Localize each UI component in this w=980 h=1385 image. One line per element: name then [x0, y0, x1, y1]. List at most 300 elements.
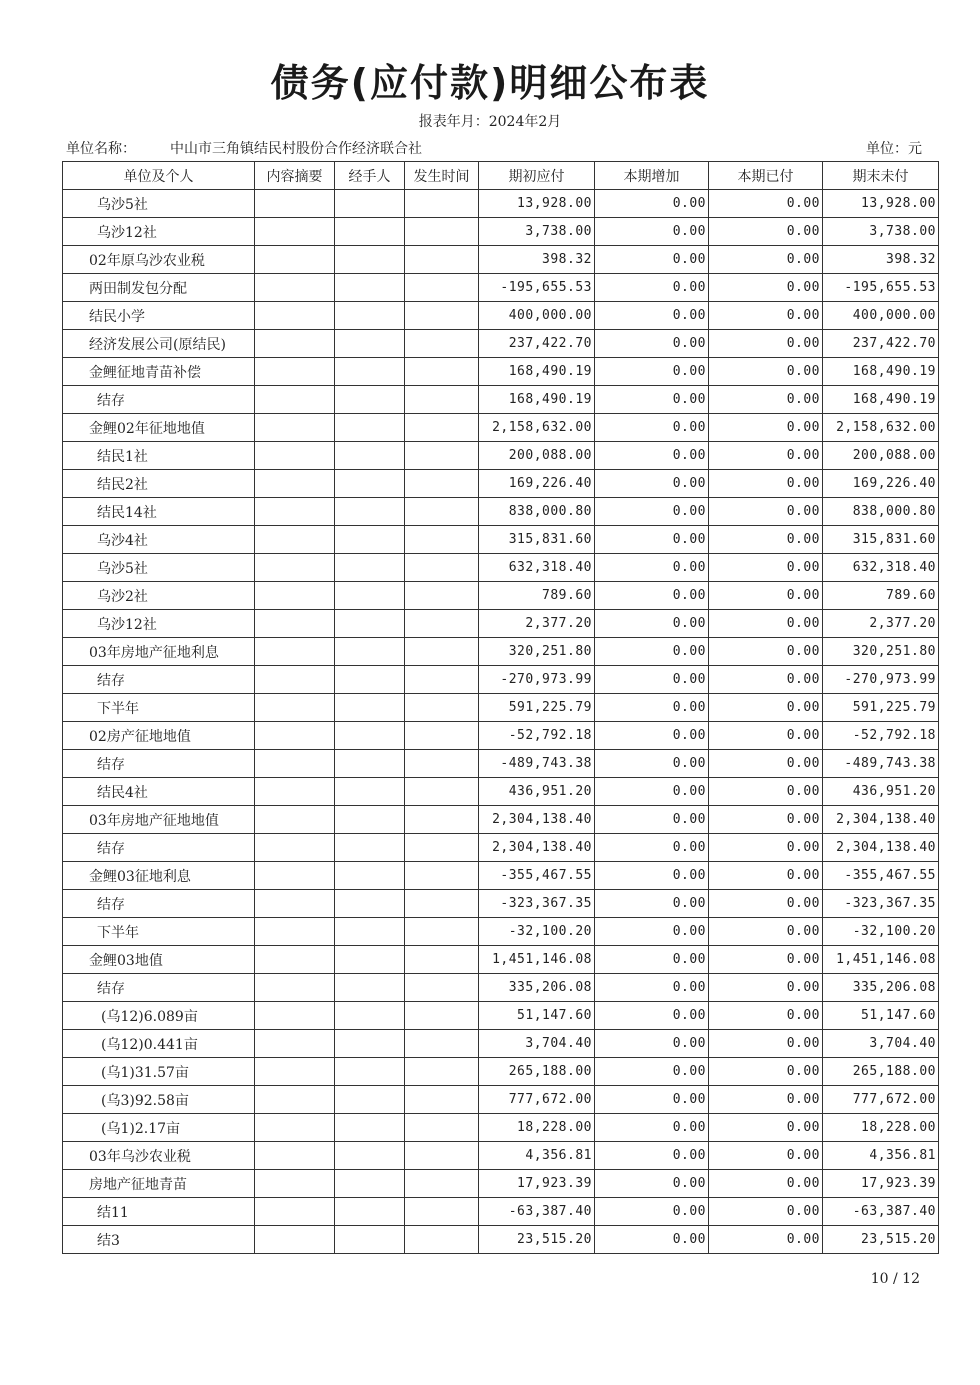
cell-handler [335, 386, 405, 414]
cell-period-increase: 0.00 [595, 1086, 709, 1114]
cell-summary [255, 834, 335, 862]
cell-opening-payable: 168,490.19 [479, 386, 595, 414]
cell-handler [335, 554, 405, 582]
cell-summary [255, 302, 335, 330]
cell-period-paid: 0.00 [709, 1086, 823, 1114]
cell-opening-payable: 169,226.40 [479, 470, 595, 498]
cell-handler [335, 1058, 405, 1086]
unit-name-value: 中山市三角镇结民村股份合作经济联合社 [170, 141, 422, 157]
cell-party: 两田制发包分配 [63, 274, 255, 302]
cell-date [405, 414, 479, 442]
cell-period-increase: 0.00 [595, 274, 709, 302]
cell-closing-unpaid: 1,451,146.08 [823, 946, 939, 974]
report-date: 报表年月：2024年2月 [418, 114, 562, 130]
cell-period-increase: 0.00 [595, 302, 709, 330]
cell-date [405, 302, 479, 330]
column-header: 经手人 [335, 162, 405, 190]
cell-party: 03年房地产征地地值 [63, 806, 255, 834]
cell-handler [335, 862, 405, 890]
cell-period-paid: 0.00 [709, 1142, 823, 1170]
cell-opening-payable: 400,000.00 [479, 302, 595, 330]
table-row [63, 1086, 939, 1114]
cell-party: 金鲤征地青苗补偿 [63, 358, 255, 386]
cell-summary [255, 1086, 335, 1114]
cell-closing-unpaid: 436,951.20 [823, 778, 939, 806]
cell-date [405, 386, 479, 414]
cell-party: 金鲤02年征地地值 [63, 414, 255, 442]
cell-opening-payable: 315,831.60 [479, 526, 595, 554]
cell-period-paid: 0.00 [709, 218, 823, 246]
cell-closing-unpaid: 632,318.40 [823, 554, 939, 582]
cell-date [405, 722, 479, 750]
cell-opening-payable: 1,451,146.08 [479, 946, 595, 974]
table-row [63, 862, 939, 890]
cell-summary [255, 1142, 335, 1170]
cell-period-increase: 0.00 [595, 498, 709, 526]
cell-opening-payable: 237,422.70 [479, 330, 595, 358]
cell-handler [335, 470, 405, 498]
cell-summary [255, 946, 335, 974]
cell-party: 03年乌沙农业税 [63, 1142, 255, 1170]
cell-handler [335, 834, 405, 862]
cell-period-paid: 0.00 [709, 274, 823, 302]
table-row [63, 1198, 939, 1226]
cell-closing-unpaid: -32,100.20 [823, 918, 939, 946]
cell-party: 结民小学 [63, 302, 255, 330]
cell-summary [255, 1226, 335, 1254]
cell-closing-unpaid: -323,367.35 [823, 890, 939, 918]
cell-handler [335, 806, 405, 834]
cell-opening-payable: 335,206.08 [479, 974, 595, 1002]
cell-date [405, 862, 479, 890]
cell-party: (乌12)0.441亩 [63, 1030, 255, 1058]
cell-date [405, 330, 479, 358]
cell-summary [255, 190, 335, 218]
cell-party: 结存 [63, 666, 255, 694]
cell-handler [335, 1030, 405, 1058]
table-row [63, 1170, 939, 1198]
cell-opening-payable: 632,318.40 [479, 554, 595, 582]
cell-date [405, 1058, 479, 1086]
cell-period-paid: 0.00 [709, 722, 823, 750]
cell-period-increase: 0.00 [595, 974, 709, 1002]
cell-period-increase: 0.00 [595, 1198, 709, 1226]
table-row [63, 806, 939, 834]
table-row [63, 974, 939, 1002]
cell-closing-unpaid: -195,655.53 [823, 274, 939, 302]
cell-handler [335, 638, 405, 666]
cell-period-increase: 0.00 [595, 806, 709, 834]
cell-party: 结民1社 [63, 442, 255, 470]
cell-summary [255, 246, 335, 274]
cell-opening-payable: -355,467.55 [479, 862, 595, 890]
cell-date [405, 750, 479, 778]
cell-period-paid: 0.00 [709, 330, 823, 358]
cell-period-increase: 0.00 [595, 386, 709, 414]
cell-date [405, 554, 479, 582]
cell-opening-payable: 2,158,632.00 [479, 414, 595, 442]
table-row [63, 526, 939, 554]
cell-party: 结3 [63, 1226, 255, 1254]
cell-closing-unpaid: 777,672.00 [823, 1086, 939, 1114]
cell-opening-payable: -195,655.53 [479, 274, 595, 302]
cell-period-increase: 0.00 [595, 442, 709, 470]
cell-period-increase: 0.00 [595, 358, 709, 386]
cell-period-increase: 0.00 [595, 834, 709, 862]
cell-closing-unpaid: 265,188.00 [823, 1058, 939, 1086]
cell-summary [255, 1058, 335, 1086]
cell-date [405, 442, 479, 470]
cell-summary [255, 470, 335, 498]
cell-period-paid: 0.00 [709, 386, 823, 414]
cell-period-paid: 0.00 [709, 890, 823, 918]
cell-period-increase: 0.00 [595, 722, 709, 750]
cell-period-paid: 0.00 [709, 1226, 823, 1254]
cell-period-paid: 0.00 [709, 442, 823, 470]
cell-summary [255, 526, 335, 554]
cell-opening-payable: 265,188.00 [479, 1058, 595, 1086]
cell-party: 结存 [63, 834, 255, 862]
cell-opening-payable: -63,387.40 [479, 1198, 595, 1226]
table-row [63, 582, 939, 610]
cell-party: 乌沙12社 [63, 610, 255, 638]
cell-date [405, 582, 479, 610]
table-row [63, 666, 939, 694]
cell-summary [255, 554, 335, 582]
table-row [63, 1142, 939, 1170]
cell-period-increase: 0.00 [595, 1170, 709, 1198]
cell-closing-unpaid: 398.32 [823, 246, 939, 274]
cell-summary [255, 1030, 335, 1058]
table-row [63, 470, 939, 498]
cell-summary [255, 610, 335, 638]
cell-party: 结存 [63, 974, 255, 1002]
unit-name [66, 138, 422, 158]
page-number: 10 / 12 [870, 1271, 920, 1287]
cell-period-paid: 0.00 [709, 750, 823, 778]
cell-period-paid: 0.00 [709, 946, 823, 974]
cell-closing-unpaid: 3,738.00 [823, 218, 939, 246]
cell-closing-unpaid: 168,490.19 [823, 358, 939, 386]
table-row [63, 638, 939, 666]
page-title: 债务(应付款)明细公布表 [270, 61, 710, 105]
cell-summary [255, 890, 335, 918]
cell-handler [335, 1170, 405, 1198]
cell-period-increase: 0.00 [595, 190, 709, 218]
cell-opening-payable: 13,928.00 [479, 190, 595, 218]
cell-handler [335, 694, 405, 722]
cell-period-paid: 0.00 [709, 1002, 823, 1030]
cell-handler [335, 274, 405, 302]
cell-handler [335, 1114, 405, 1142]
cell-handler [335, 330, 405, 358]
cell-date [405, 946, 479, 974]
cell-period-paid: 0.00 [709, 974, 823, 1002]
cell-handler [335, 582, 405, 610]
cell-opening-payable: 591,225.79 [479, 694, 595, 722]
cell-party: 金鲤03征地利息 [63, 862, 255, 890]
cell-opening-payable: 2,304,138.40 [479, 834, 595, 862]
cell-handler [335, 246, 405, 274]
cell-period-paid: 0.00 [709, 526, 823, 554]
cell-period-paid: 0.00 [709, 414, 823, 442]
column-header: 发生时间 [405, 162, 479, 190]
cell-handler [335, 218, 405, 246]
cell-summary [255, 1002, 335, 1030]
table-row [63, 1030, 939, 1058]
table-row [63, 694, 939, 722]
table-row [63, 386, 939, 414]
cell-party: 02房产征地地值 [63, 722, 255, 750]
cell-summary [255, 918, 335, 946]
cell-period-increase: 0.00 [595, 918, 709, 946]
cell-summary [255, 1170, 335, 1198]
cell-period-increase: 0.00 [595, 750, 709, 778]
cell-handler [335, 498, 405, 526]
cell-closing-unpaid: 200,088.00 [823, 442, 939, 470]
cell-closing-unpaid: -52,792.18 [823, 722, 939, 750]
cell-handler [335, 610, 405, 638]
cell-opening-payable: 18,228.00 [479, 1114, 595, 1142]
cell-closing-unpaid: -270,973.99 [823, 666, 939, 694]
cell-handler [335, 722, 405, 750]
cell-party: 结民2社 [63, 470, 255, 498]
table-body [63, 190, 939, 1254]
cell-handler [335, 302, 405, 330]
cell-date [405, 918, 479, 946]
table-row [63, 834, 939, 862]
cell-period-paid: 0.00 [709, 806, 823, 834]
cell-summary [255, 358, 335, 386]
cell-period-increase: 0.00 [595, 414, 709, 442]
cell-handler [335, 918, 405, 946]
cell-period-increase: 0.00 [595, 554, 709, 582]
cell-party: 结存 [63, 386, 255, 414]
cell-handler [335, 1002, 405, 1030]
cell-date [405, 1198, 479, 1226]
cell-summary [255, 442, 335, 470]
cell-period-paid: 0.00 [709, 358, 823, 386]
cell-closing-unpaid: 315,831.60 [823, 526, 939, 554]
cell-party: 乌沙5社 [63, 554, 255, 582]
cell-opening-payable: 789.60 [479, 582, 595, 610]
cell-party: (乌1)31.57亩 [63, 1058, 255, 1086]
table-row [63, 946, 939, 974]
cell-period-paid: 0.00 [709, 834, 823, 862]
table-row [63, 442, 939, 470]
cell-period-increase: 0.00 [595, 246, 709, 274]
cell-opening-payable: 17,923.39 [479, 1170, 595, 1198]
cell-date [405, 190, 479, 218]
cell-opening-payable: -32,100.20 [479, 918, 595, 946]
cell-party: (乌12)6.089亩 [63, 1002, 255, 1030]
cell-summary [255, 386, 335, 414]
cell-opening-payable: 436,951.20 [479, 778, 595, 806]
cell-period-increase: 0.00 [595, 470, 709, 498]
cell-date [405, 610, 479, 638]
cell-handler [335, 190, 405, 218]
cell-summary [255, 330, 335, 358]
cell-handler [335, 946, 405, 974]
cell-date [405, 1114, 479, 1142]
table-row [63, 190, 939, 218]
cell-handler [335, 358, 405, 386]
cell-closing-unpaid: 591,225.79 [823, 694, 939, 722]
cell-period-increase: 0.00 [595, 666, 709, 694]
cell-opening-payable: 2,377.20 [479, 610, 595, 638]
cell-period-increase: 0.00 [595, 1030, 709, 1058]
cell-period-paid: 0.00 [709, 778, 823, 806]
cell-closing-unpaid: 2,377.20 [823, 610, 939, 638]
cell-closing-unpaid: 18,228.00 [823, 1114, 939, 1142]
cell-date [405, 274, 479, 302]
cell-handler [335, 666, 405, 694]
cell-period-paid: 0.00 [709, 582, 823, 610]
cell-closing-unpaid: 335,206.08 [823, 974, 939, 1002]
cell-opening-payable: 3,738.00 [479, 218, 595, 246]
table-row [63, 302, 939, 330]
cell-date [405, 974, 479, 1002]
cell-period-paid: 0.00 [709, 1030, 823, 1058]
table-row [63, 274, 939, 302]
table-row [63, 414, 939, 442]
cell-closing-unpaid: 3,704.40 [823, 1030, 939, 1058]
cell-party: 03年房地产征地利息 [63, 638, 255, 666]
cell-handler [335, 442, 405, 470]
cell-period-paid: 0.00 [709, 666, 823, 694]
cell-party: 房地产征地青苗 [63, 1170, 255, 1198]
cell-period-paid: 0.00 [709, 1170, 823, 1198]
cell-handler [335, 1226, 405, 1254]
cell-opening-payable: 2,304,138.40 [479, 806, 595, 834]
cell-party: 02年原乌沙农业税 [63, 246, 255, 274]
cell-period-increase: 0.00 [595, 1002, 709, 1030]
cell-date [405, 834, 479, 862]
cell-period-increase: 0.00 [595, 778, 709, 806]
cell-date [405, 1086, 479, 1114]
cell-date [405, 218, 479, 246]
cell-summary [255, 666, 335, 694]
cell-summary [255, 750, 335, 778]
table-row [63, 1002, 939, 1030]
cell-party: 结11 [63, 1198, 255, 1226]
cell-period-increase: 0.00 [595, 946, 709, 974]
column-header: 本期已付 [709, 162, 823, 190]
cell-opening-payable: -270,973.99 [479, 666, 595, 694]
cell-period-increase: 0.00 [595, 638, 709, 666]
cell-opening-payable: -52,792.18 [479, 722, 595, 750]
cell-party: 下半年 [63, 918, 255, 946]
cell-party: 乌沙12社 [63, 218, 255, 246]
cell-period-paid: 0.00 [709, 470, 823, 498]
cell-closing-unpaid: 2,304,138.40 [823, 806, 939, 834]
cell-summary [255, 722, 335, 750]
cell-date [405, 1030, 479, 1058]
cell-party: (乌1)2.17亩 [63, 1114, 255, 1142]
cell-period-paid: 0.00 [709, 498, 823, 526]
cell-summary [255, 974, 335, 1002]
cell-closing-unpaid: 2,304,138.40 [823, 834, 939, 862]
cell-date [405, 498, 479, 526]
cell-date [405, 806, 479, 834]
cell-party: 结民14社 [63, 498, 255, 526]
cell-party: 下半年 [63, 694, 255, 722]
cell-closing-unpaid: 838,000.80 [823, 498, 939, 526]
column-header: 本期增加 [595, 162, 709, 190]
cell-period-increase: 0.00 [595, 218, 709, 246]
table-row [63, 1114, 939, 1142]
cell-closing-unpaid: 789.60 [823, 582, 939, 610]
cell-party: 乌沙2社 [63, 582, 255, 610]
cell-opening-payable: 838,000.80 [479, 498, 595, 526]
cell-closing-unpaid: 17,923.39 [823, 1170, 939, 1198]
cell-date [405, 1170, 479, 1198]
cell-period-increase: 0.00 [595, 330, 709, 358]
cell-opening-payable: 51,147.60 [479, 1002, 595, 1030]
cell-party: 经济发展公司(原结民) [63, 330, 255, 358]
table-row [63, 1226, 939, 1254]
table-row [63, 778, 939, 806]
table-row [63, 358, 939, 386]
cell-period-paid: 0.00 [709, 246, 823, 274]
cell-period-paid: 0.00 [709, 638, 823, 666]
cell-period-paid: 0.00 [709, 862, 823, 890]
cell-closing-unpaid: -63,387.40 [823, 1198, 939, 1226]
table-row [63, 722, 939, 750]
cell-period-paid: 0.00 [709, 1114, 823, 1142]
cell-period-increase: 0.00 [595, 1142, 709, 1170]
cell-handler [335, 890, 405, 918]
cell-period-increase: 0.00 [595, 862, 709, 890]
table-row [63, 1058, 939, 1086]
table-row [63, 554, 939, 582]
cell-period-paid: 0.00 [709, 694, 823, 722]
cell-summary [255, 414, 335, 442]
cell-opening-payable: 168,490.19 [479, 358, 595, 386]
cell-opening-payable: 398.32 [479, 246, 595, 274]
cell-summary [255, 1114, 335, 1142]
column-header: 期末未付 [823, 162, 939, 190]
cell-date [405, 638, 479, 666]
cell-period-paid: 0.00 [709, 1198, 823, 1226]
cell-handler [335, 526, 405, 554]
cell-summary [255, 218, 335, 246]
cell-party: 乌沙4社 [63, 526, 255, 554]
cell-closing-unpaid: 4,356.81 [823, 1142, 939, 1170]
table-header-row [63, 162, 939, 190]
cell-period-increase: 0.00 [595, 526, 709, 554]
cell-summary [255, 1198, 335, 1226]
cell-handler [335, 778, 405, 806]
cell-closing-unpaid: 168,490.19 [823, 386, 939, 414]
cell-handler [335, 974, 405, 1002]
cell-opening-payable: -489,743.38 [479, 750, 595, 778]
cell-opening-payable: 4,356.81 [479, 1142, 595, 1170]
cell-date [405, 246, 479, 274]
cell-opening-payable: 3,704.40 [479, 1030, 595, 1058]
cell-opening-payable: 23,515.20 [479, 1226, 595, 1254]
cell-party: 乌沙5社 [63, 190, 255, 218]
cell-period-increase: 0.00 [595, 1226, 709, 1254]
cell-date [405, 1226, 479, 1254]
cell-period-increase: 0.00 [595, 1058, 709, 1086]
cell-date [405, 694, 479, 722]
cell-handler [335, 1198, 405, 1226]
cell-closing-unpaid: 2,158,632.00 [823, 414, 939, 442]
cell-closing-unpaid: 13,928.00 [823, 190, 939, 218]
cell-handler [335, 1142, 405, 1170]
cell-party: (乌3)92.58亩 [63, 1086, 255, 1114]
